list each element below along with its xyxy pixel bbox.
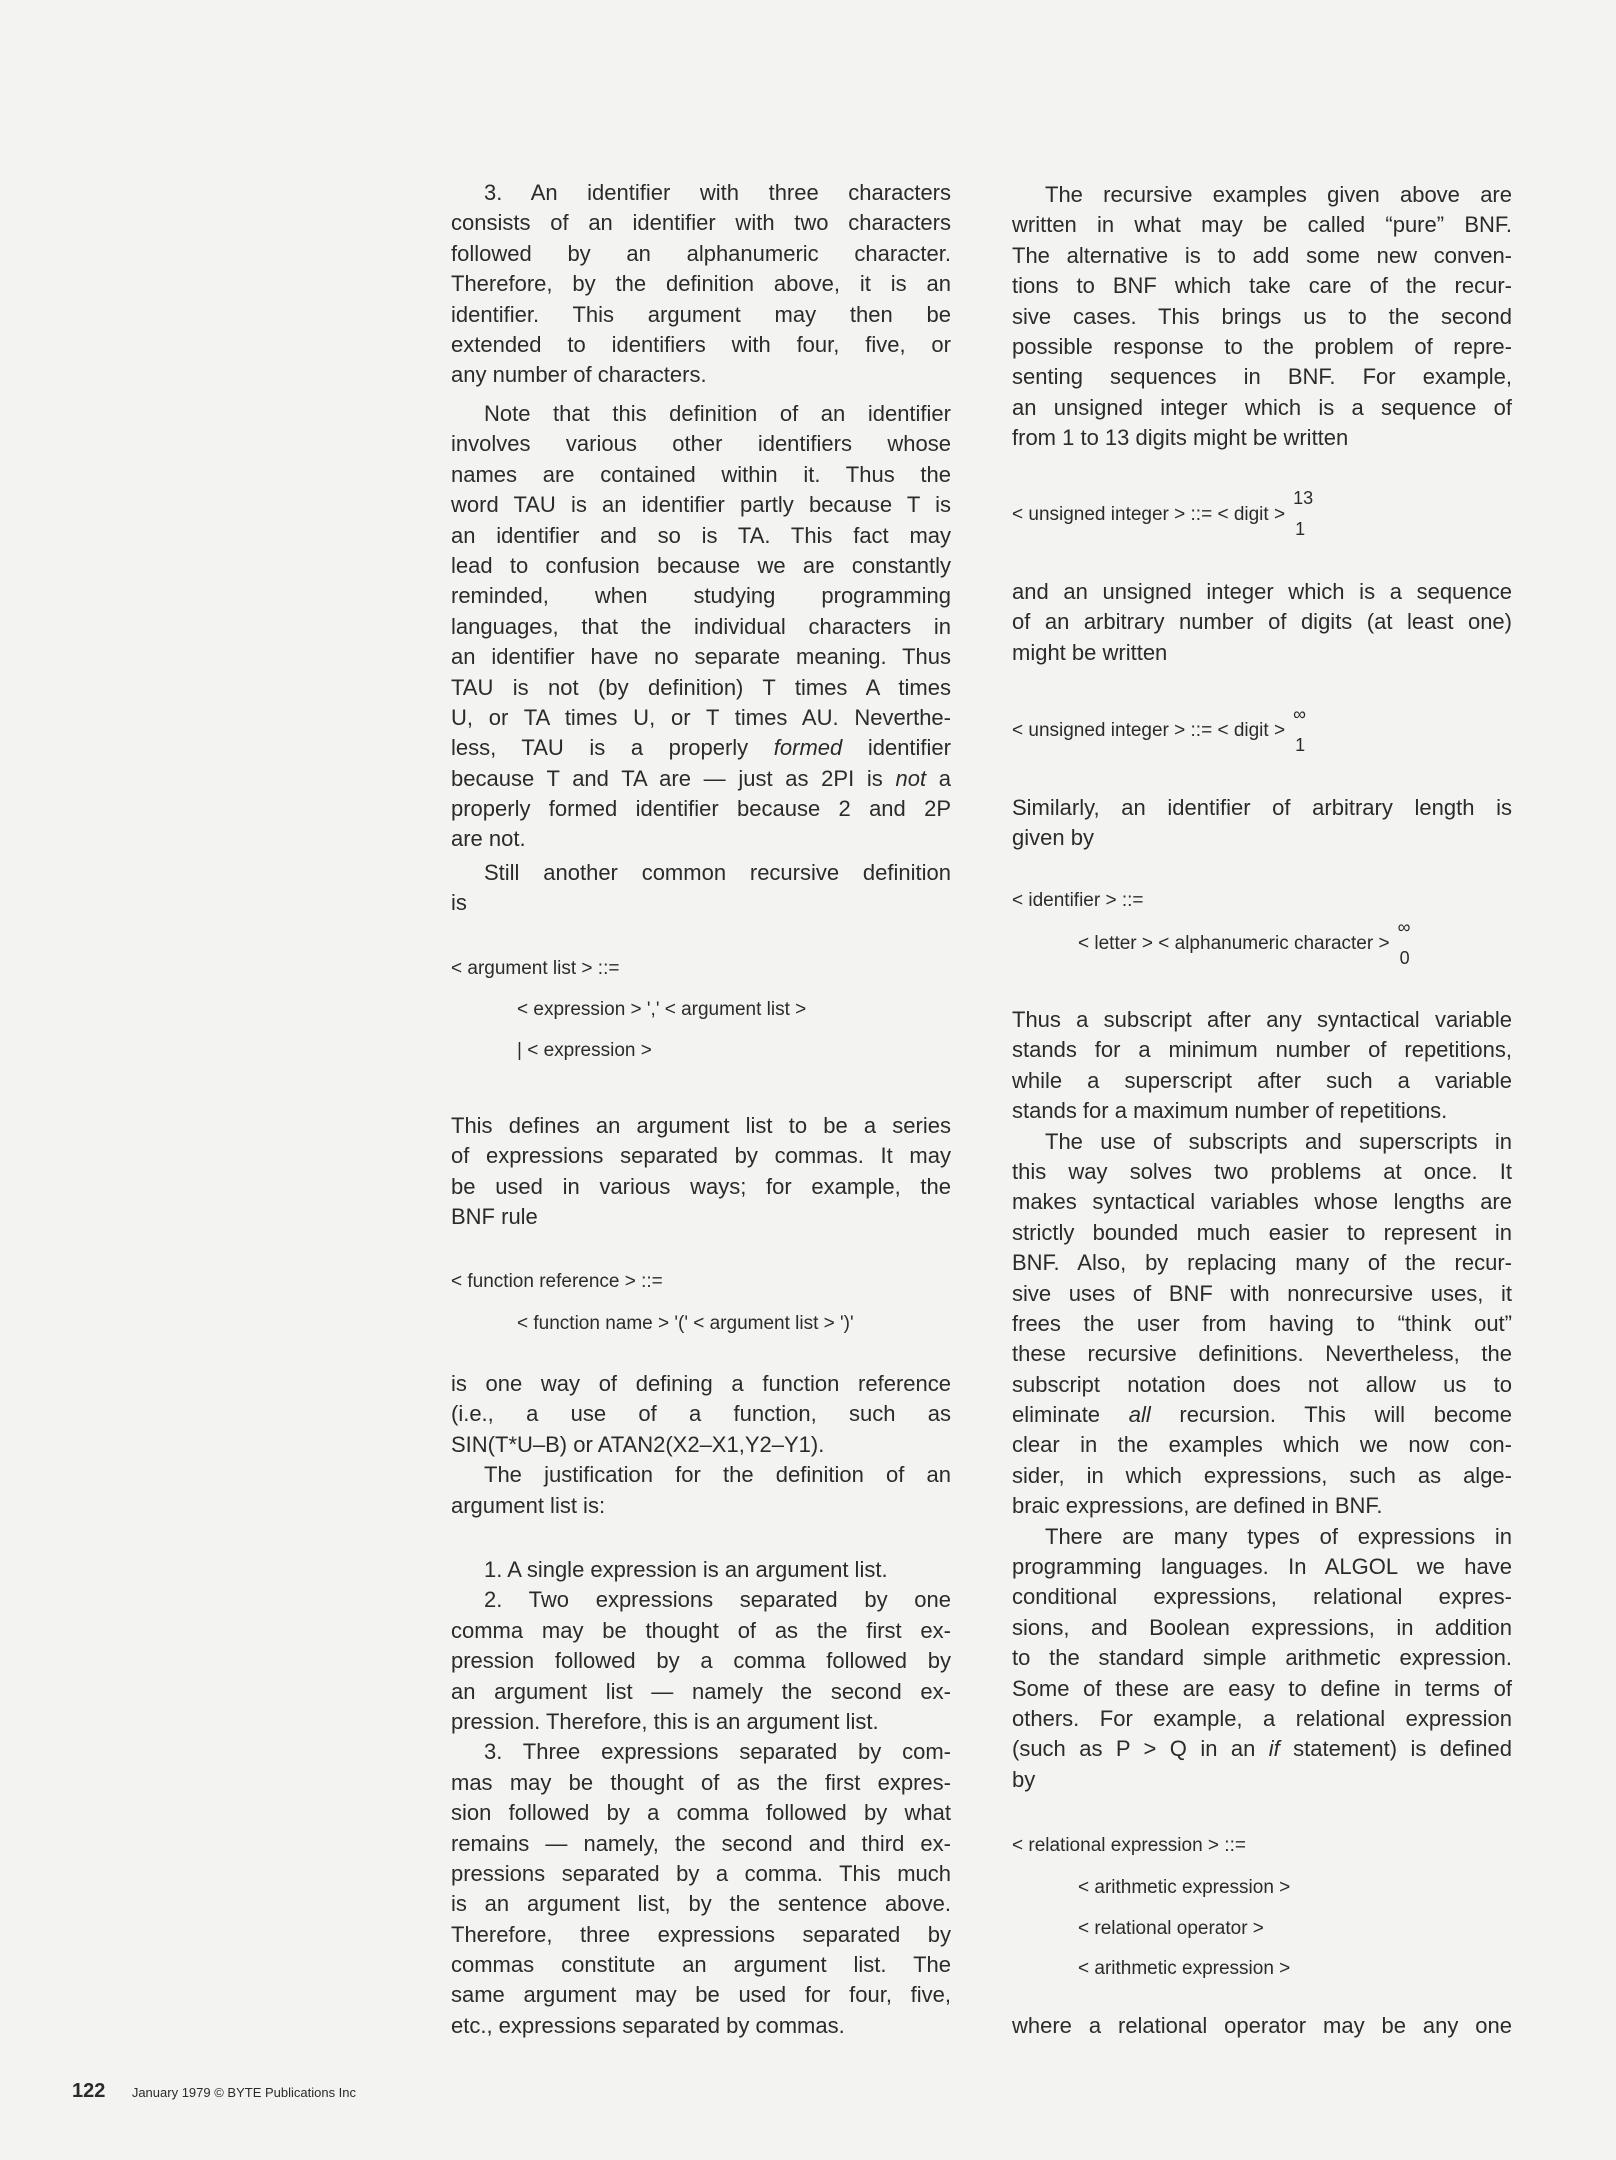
text-line: Still another common recursive definition — [484, 860, 951, 885]
text-line: an identifier have no separate meaning. Thus — [451, 644, 951, 670]
text-line: SIN(T*U–B) or ATAN2(X2–X1,Y2–Y1). — [451, 1431, 825, 1457]
text-line: comma may be thought of as the first ex- — [451, 1617, 951, 1643]
bnf-rule-text: < unsigned integer > ::= < digit > — [1012, 504, 1286, 525]
bnf-rule — [1012, 488, 1317, 539]
subscript-min: 1 — [1295, 519, 1306, 539]
text-line: pression followed by a comma followed by — [451, 1648, 951, 1674]
text-line: an argument list — namely the second ex- — [451, 1678, 951, 1704]
text-line: stands for a minimum number of repetitions, — [1012, 1037, 1512, 1063]
text-line: 3. Three expressions separated by com- — [484, 1739, 951, 1765]
text-line: remains — namely, the second and third ex- — [451, 1830, 951, 1856]
bnf-rule-text: | < expression > — [517, 1040, 652, 1061]
text-line: 1. A single expression is an argument list. — [484, 1557, 888, 1582]
text-line: etc., expressions separated by commas. — [451, 2012, 845, 2038]
text-line: identifier. This argument may then be — [451, 301, 951, 327]
text-line: 3. An identifier with three characters — [484, 180, 951, 205]
bnf-rule — [1012, 1834, 1246, 1858]
italic-text: formed — [773, 735, 843, 761]
text-line: programming languages. In ALGOL we have — [1012, 1554, 1512, 1580]
bnf-rule-text: < arithmetic expression > — [1078, 1958, 1291, 1979]
text-line: TAU is not (by definition) T times A times — [451, 674, 951, 700]
text-line: reminded, when studying programming — [451, 583, 951, 609]
text-line: be used in various ways; for example, the — [451, 1173, 951, 1199]
text-line: this way solves two problems at once. It — [1012, 1158, 1512, 1184]
superscript-max: ∞ — [1397, 917, 1411, 937]
text-line: any number of characters. — [451, 362, 707, 388]
text-segment: because T and TA are — just as 2PI is — [451, 765, 896, 791]
text-line: pressions separated by a comma. This much — [451, 1860, 951, 1886]
text-line: BNF. Also, by replacing many of the recur- — [1012, 1250, 1512, 1276]
text-line — [451, 764, 951, 794]
text-line: U, or TA times U, or T times AU. Neverthe- — [451, 704, 951, 730]
text-line: sive uses of BNF with nonrecursive uses, it — [1012, 1280, 1512, 1306]
text-line — [1012, 1734, 1512, 1764]
bnf-rule — [1078, 1957, 1290, 1981]
text-line: Note that this definition of an identifier — [484, 401, 951, 426]
text-line: sions, and Boolean expressions, in addition — [1012, 1614, 1512, 1640]
text-line: There are many types of expressions in — [1045, 1523, 1512, 1549]
text-line: Some of these are easy to define in terms of — [1012, 1675, 1512, 1701]
text-line: strictly bounded much easier to represent in — [1012, 1219, 1512, 1245]
text-segment: identifier — [842, 735, 951, 761]
text-segment: eliminate — [1012, 1402, 1129, 1428]
bnf-rule — [517, 1039, 652, 1063]
paragraph — [1012, 2011, 1512, 2041]
text-line: pression. Therefore, this is an argument list. — [451, 1708, 879, 1734]
text-line: BNF rule — [451, 1204, 538, 1230]
text-line: conditional expressions, relational expres- — [1012, 1584, 1512, 1610]
text-line: possible response to the problem of repre- — [1012, 333, 1512, 359]
italic-text: if — [1268, 1736, 1280, 1762]
text-line: is an argument list, by the sentence above. — [451, 1891, 951, 1917]
text-line: of expressions separated by commas. It may — [451, 1143, 951, 1169]
bnf-rule — [1078, 1917, 1264, 1941]
superscript-max: ∞ — [1293, 704, 1306, 724]
italic-text: all — [1128, 1402, 1151, 1428]
text-line: same argument may be used for four, five, — [451, 1982, 951, 2008]
text-segment: statement) is defined — [1279, 1736, 1512, 1762]
text-line: frees the user from having to “think out” — [1012, 1310, 1512, 1336]
text-line: languages, that the individual characters in — [451, 613, 951, 639]
bnf-rule — [1078, 1876, 1290, 1900]
bnf-rule-text: < argument list > ::= — [451, 958, 620, 979]
page-footer — [72, 2080, 356, 2103]
text-line: given by — [1012, 825, 1094, 851]
bnf-rule-text: < relational expression > ::= — [1012, 1835, 1246, 1856]
text-line: Thus a subscript after any syntactical variable — [1012, 1007, 1512, 1032]
text-line: is one way of defining a function reference — [451, 1371, 951, 1396]
text-line: Similarly, an identifier of arbitrary length is — [1012, 795, 1512, 820]
bnf-rule-text: < identifier > ::= — [1012, 890, 1144, 911]
text-line: from 1 to 13 digits might be written — [1012, 425, 1349, 451]
text-segment: recursion. This will become — [1150, 1402, 1512, 1428]
text-line: The use of subscripts and superscripts in — [1045, 1128, 1512, 1154]
bnf-rule-text: < function name > '(' < argument list > ')' — [517, 1313, 854, 1334]
text-line: sider, in which expressions, such as alge- — [1012, 1462, 1512, 1488]
text-line: lead to confusion because we are constantly — [451, 552, 951, 578]
bnf-rule-text: < arithmetic expression > — [1078, 1877, 1291, 1898]
paragraph — [1012, 793, 1512, 854]
text-line: are not. — [451, 826, 526, 852]
text-segment: less, TAU is a properly — [451, 735, 774, 761]
text-line: senting sequences in BNF. For example, — [1012, 364, 1512, 390]
text-line: argument list is: — [451, 1492, 606, 1518]
text-line: of an arbitrary number of digits (at least one) — [1012, 609, 1512, 635]
text-line: an unsigned integer which is a sequence of — [1012, 394, 1512, 420]
text-line: sion followed by a comma followed by what — [451, 1800, 951, 1826]
text-line: Therefore, three expressions separated by — [451, 1921, 951, 1947]
text-line: involves various other identifiers whose — [451, 431, 951, 457]
paragraph — [451, 399, 951, 855]
italic-text: not — [895, 765, 927, 791]
bnf-rule-text: < function reference > ::= — [451, 1271, 663, 1292]
text-line: is — [451, 890, 467, 916]
paragraph — [451, 858, 951, 919]
text-line: and an unsigned integer which is a sequence — [1012, 579, 1512, 604]
text-line: consists of an identifier with two characters — [451, 210, 951, 236]
text-line: these recursive definitions. Nevertheless, the — [1012, 1341, 1512, 1367]
text-line: The recursive examples given above are — [1045, 182, 1512, 207]
text-line: stands for a maximum number of repetitions. — [1012, 1098, 1448, 1124]
text-line: by — [1012, 1766, 1036, 1792]
text-line: 2. Two expressions separated by one — [484, 1587, 951, 1613]
paragraph — [1012, 577, 1512, 668]
bnf-rule-text: < relational operator > — [1078, 1918, 1264, 1939]
page-number: 122 — [72, 2080, 106, 2102]
text-line: word TAU is an identifier partly because T is — [451, 492, 951, 518]
text-line: written in what may be called “pure” BNF. — [1012, 212, 1512, 238]
text-line: mas may be thought of as the first expres- — [451, 1769, 951, 1795]
text-line: others. For example, a relational expression — [1012, 1705, 1512, 1731]
text-line: followed by an alphanumeric character. — [451, 240, 951, 266]
text-segment: (such as P > Q in an — [1012, 1736, 1269, 1762]
text-line — [1012, 1400, 1512, 1430]
bnf-rule-text: < expression > ',' < argument list > — [517, 999, 807, 1020]
text-line: braic expressions, are defined in BNF. — [1012, 1493, 1383, 1519]
text-line: an identifier and so is TA. This fact may — [451, 522, 951, 548]
repetition-bounds — [1293, 704, 1317, 755]
text-line: properly formed identifier because 2 and 2P — [451, 796, 951, 822]
bnf-rule — [1012, 889, 1144, 913]
bnf-rule-text: < unsigned integer > ::= < digit > — [1012, 720, 1286, 741]
text-line: where a relational operator may be any one — [1012, 2013, 1512, 2038]
paragraph — [451, 1111, 951, 1233]
text-segment: a — [926, 765, 951, 791]
bnf-rule — [517, 998, 806, 1022]
text-line: clear in the examples which we now con- — [1012, 1432, 1512, 1458]
paragraph — [451, 1555, 951, 2041]
repetition-bounds — [1397, 917, 1422, 968]
publication-credit: January 1979 © BYTE Publications Inc — [131, 2085, 357, 2100]
text-line: extended to identifiers with four, five, or — [451, 331, 951, 357]
text-line: tions to BNF which take care of the recur- — [1012, 273, 1512, 299]
repetition-bounds — [1293, 488, 1317, 539]
text-line: makes syntactical variables whose lengths are — [1012, 1189, 1512, 1215]
text-line: to the standard simple arithmetic expression. — [1012, 1645, 1512, 1671]
text-line: while a superscript after such a variable — [1012, 1067, 1512, 1093]
bnf-rule — [517, 1312, 854, 1336]
text-line: might be written — [1012, 639, 1168, 665]
subscript-min: 1 — [1295, 735, 1306, 755]
bnf-rule-text: < letter > < alphanumeric character > — [1078, 933, 1390, 954]
bnf-rule — [1012, 704, 1317, 755]
text-line: subscript notation does not allow us to — [1012, 1371, 1512, 1397]
bnf-rule — [451, 957, 619, 981]
superscript-max: 13 — [1293, 488, 1314, 508]
paragraph — [451, 178, 951, 391]
text-line: Therefore, by the definition above, it is an — [451, 271, 951, 297]
text-line: The alternative is to add some new conven- — [1012, 242, 1512, 268]
text-line: (i.e., a use of a function, such as — [451, 1401, 951, 1427]
text-line: names are contained within it. Thus the — [451, 461, 951, 487]
subscript-min: 0 — [1399, 948, 1410, 968]
text-line: sive cases. This brings us to the second — [1012, 303, 1512, 329]
text-line: This defines an argument list to be a series — [451, 1113, 951, 1138]
text-line — [451, 733, 951, 763]
bnf-rule — [451, 1270, 663, 1294]
paragraph — [451, 1369, 951, 1521]
text-line: The justification for the definition of an — [484, 1462, 951, 1488]
text-line: commas constitute an argument list. The — [451, 1952, 951, 1978]
paragraph — [1012, 1005, 1512, 1795]
paragraph — [1012, 180, 1512, 454]
bnf-rule — [1078, 917, 1422, 968]
